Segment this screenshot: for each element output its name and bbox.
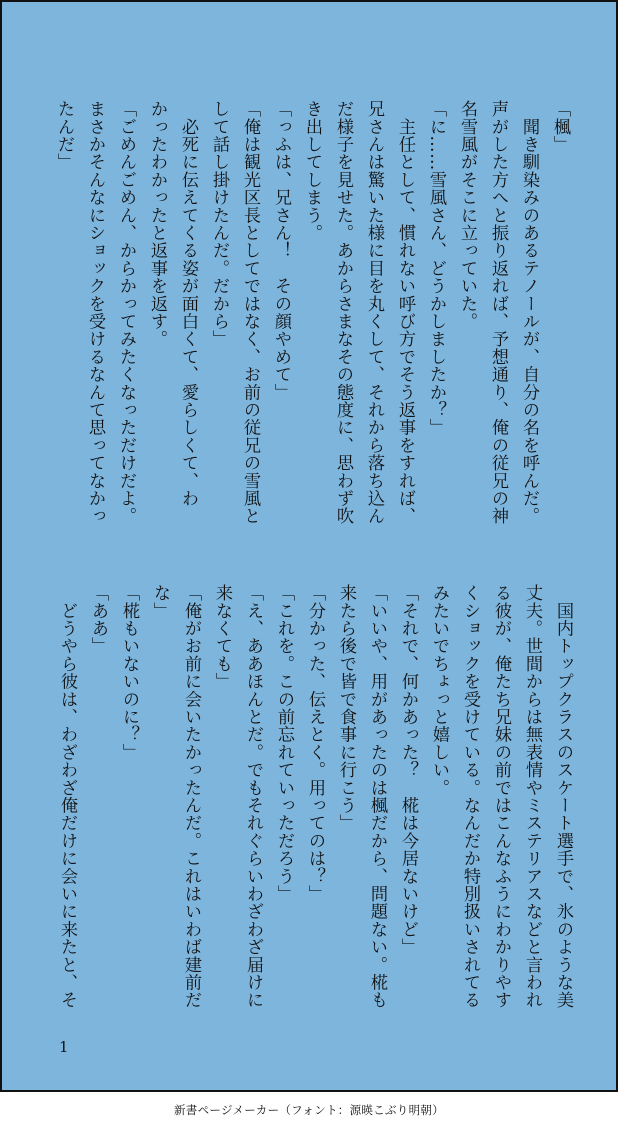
text-line: まさかそんなにショックを受けるなんて思ってなかっ <box>85 100 105 525</box>
text-block-bottom <box>51 584 578 1054</box>
text-line: 名雪風がそこに立っていた。 <box>457 100 477 331</box>
text-line: 必死に伝えてくる姿が面白くて、愛らしくて、わ <box>178 100 198 508</box>
text-line: 「いいや、用があったのは楓だから、問題ない。椛も <box>367 584 387 1009</box>
text-line: 兄さんは驚いた様に目を丸くして、それから落ち込ん <box>364 100 384 525</box>
text-line: 「それで、何かあった？ 椛は今居ないけど」 <box>398 584 418 956</box>
page-number: 1 <box>59 1038 69 1056</box>
text-block-top <box>48 100 575 560</box>
text-line: 「っふは、兄さん！ その顔やめて」 <box>271 100 291 401</box>
text-line: 「に……雪風さん、どうかしましたか？」 <box>426 100 446 437</box>
text-line: みたいでちょっと嬉しい。 <box>429 584 449 797</box>
text-line: たんだ」 <box>54 100 74 171</box>
text-line: 「これを。この前忘れていっただろう」 <box>274 584 294 903</box>
text-line: 「俺がお前に会いたかったんだ。これはいわば建前だ <box>181 584 201 1009</box>
text-line: 「ああ」 <box>88 584 108 655</box>
text-line: 「分かった、伝えとく。用ってのは？」 <box>305 584 325 903</box>
text-line: して話し掛けたんだ。だから」 <box>209 100 229 348</box>
text-line: 「え、ああほんとだ。でもそれぐらいわざわざ届けに <box>243 584 263 1009</box>
text-line: くショックを受けている。なんだか特別扱いされてる <box>460 584 480 1009</box>
text-line: 聞き馴染みのあるテノールが、自分の名を呼んだ。 <box>519 100 539 525</box>
text-line: 「楓」 <box>550 100 570 154</box>
text-line: 「ごめんごめん、からかってみたくなっただけだよ。 <box>116 100 136 525</box>
text-line: な」 <box>150 584 170 620</box>
text-line: 来たら後で皆で食事に行こう」 <box>336 584 356 832</box>
text-line: かったわかったと返事を返す。 <box>147 100 167 348</box>
text-line: だ様子を見せた。あからさまなその態度に、思わず吹 <box>333 100 353 525</box>
text-line: き出してしまう。 <box>302 100 322 242</box>
text-line: 国内トップクラスのスケート選手で、氷のような美 <box>553 584 573 1009</box>
text-line: 「俺は観光区長としてではなく、お前の従兄の雪風と <box>240 100 260 525</box>
text-line: 「椛もいないのに？」 <box>119 584 139 761</box>
text-line: どうやら彼は、わざわざ俺だけに会いに来たと、そ <box>57 584 77 1009</box>
text-line: 来なくても」 <box>212 584 232 691</box>
text-line: 声がした方へと振り返れば、予想通り、俺の従兄の神 <box>488 100 508 525</box>
text-line: る彼が、俺たち兄妹の前ではこんなふうにわかりやす <box>491 584 511 1009</box>
text-line: 主任として、慣れない呼び方でそう返事をすれば、 <box>395 100 415 525</box>
text-line: 丈夫。世間からは無表情やミステリアスなどと言われ <box>522 584 542 1009</box>
footer-credit: 新書ページメーカー（フォント：源暎こぶり明朝） <box>173 1103 445 1117</box>
